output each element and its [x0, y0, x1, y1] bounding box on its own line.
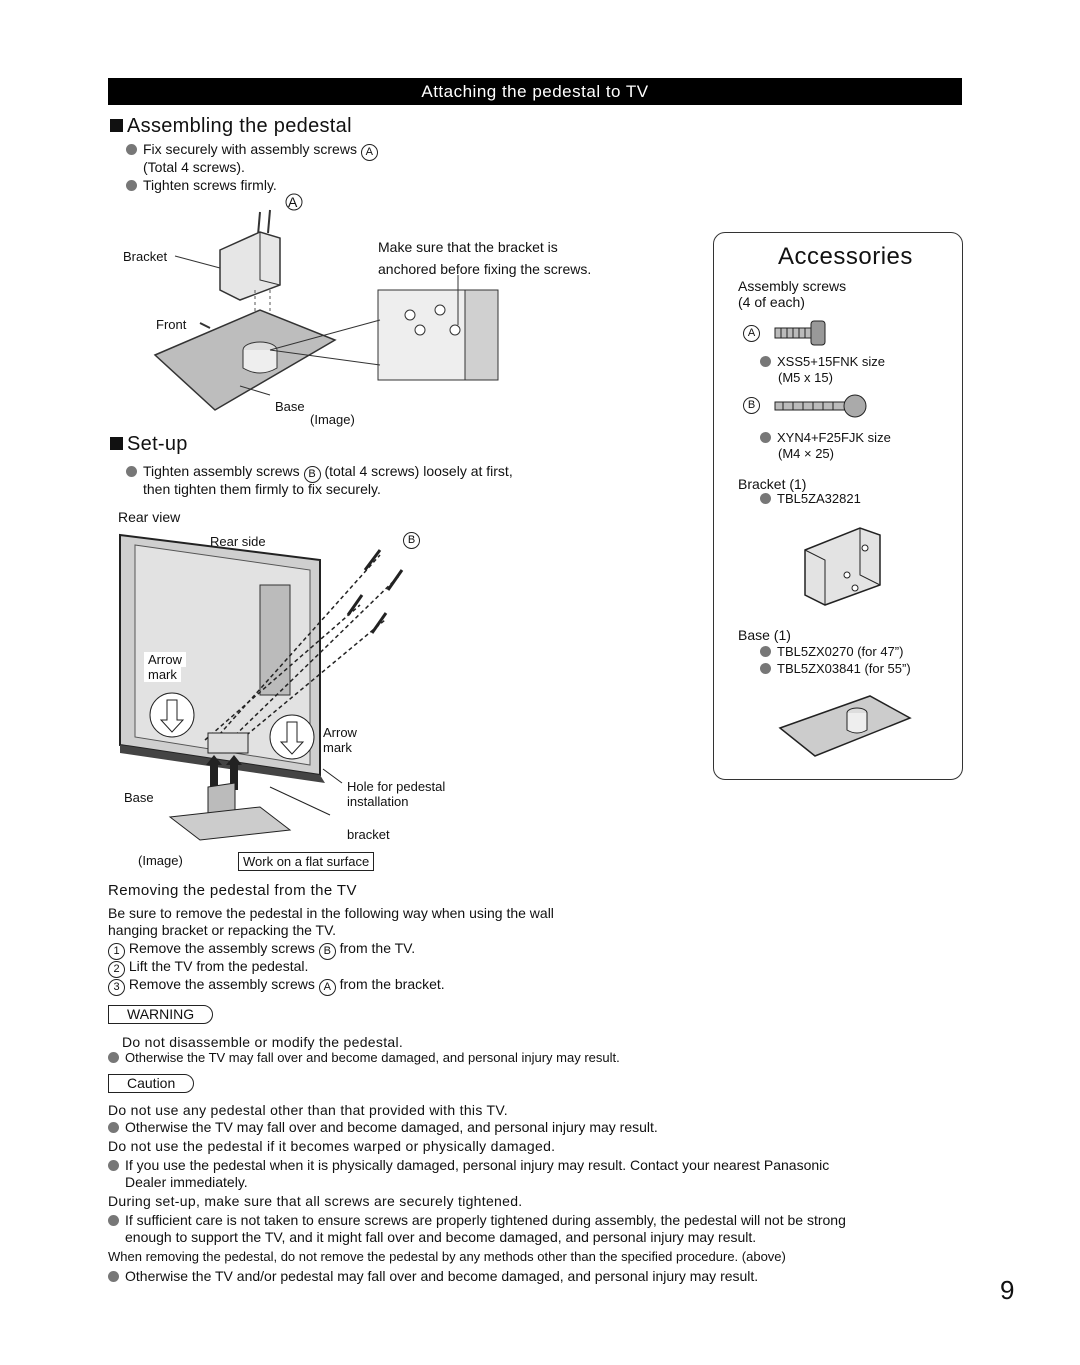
bracket-note-2: anchored before fixing the screws. [378, 261, 592, 277]
bullet-icon [108, 1122, 119, 1133]
bullet-icon [760, 663, 771, 674]
removing-step-2: 2 Lift the TV from the pedestal. [108, 957, 308, 978]
bracket-label: Bracket [123, 249, 168, 264]
warning-label: WARNING [108, 1005, 213, 1024]
arrow-mark-1-label-2: mark [144, 667, 181, 682]
assembling-bullet-1-cont: (Total 4 screws). [143, 159, 245, 175]
caution-bullet-3: If sufficient care is not taken to ensure screws are properly tightened during assembly, the pedestal will not be strong [108, 1211, 846, 1229]
bullet-icon [108, 1271, 119, 1282]
flat-surface-box: Work on a flat surface [238, 852, 374, 871]
bullet-icon [760, 356, 771, 367]
bracket-icon [795, 520, 890, 610]
accessories-title: Accessories [778, 243, 913, 270]
arrow-mark-1-label: Arrow [144, 652, 186, 667]
step-number: 3 [108, 979, 125, 996]
assembling-title: Assembling the pedestal [127, 115, 352, 137]
rear-side-label: Rear side [210, 534, 266, 549]
caution-heading-2: Do not use the pedestal if it becomes warped or physically damaged. [108, 1138, 556, 1154]
caution-bullet-2-cont: Dealer immediately. [125, 1174, 248, 1190]
assembling-heading [110, 114, 352, 138]
assembly-illustration [110, 190, 630, 435]
bracket-item: Bracket (1) [738, 476, 807, 492]
base-part-2: TBL5ZX03841 (for 55”) [760, 661, 911, 677]
front-label: Front [156, 317, 187, 332]
setup-heading [110, 432, 188, 456]
fig-a-label: A [288, 194, 298, 210]
bullet-icon [108, 1160, 119, 1171]
caution-heading-3: During set-up, make sure that all screws are securely tightened. [108, 1193, 523, 1209]
square-bullet-icon [110, 119, 123, 132]
screw-a-marker: A [743, 322, 760, 342]
caution-heading-4: When removing the pedestal, do not remove the pedestal by any methods other than the specified procedure. (above) [108, 1249, 786, 1264]
screw-b-marker: B [743, 394, 760, 414]
screw-a-mark: A [361, 144, 378, 161]
screws-label: Assembly screws [738, 278, 847, 294]
base-icon [775, 688, 915, 763]
caution-bullet-2: If you use the pedestal when it is physically damaged, personal injury may result. Contact your nearest Panasonic [108, 1156, 829, 1174]
arrow-mark-2-label: Arrow [323, 725, 357, 740]
square-bullet-icon [110, 437, 123, 450]
warning-bullet: Otherwise the TV may fall over and become damaged, and personal injury may result. [108, 1050, 620, 1066]
bullet-icon [126, 144, 137, 155]
screw-b-mark: B [304, 466, 321, 483]
assembling-bullet-2: Tighten screws firmly. [126, 176, 277, 194]
removing-para-1: Be sure to remove the pedestal in the following way when using the wall [108, 905, 554, 921]
caution-bullet-3-cont: enough to support the TV, and it might fall over and become damaged, and personal injury may result. [125, 1229, 757, 1245]
step-number: 1 [108, 943, 125, 960]
hole-label-2: installation [347, 794, 409, 809]
screw-b-dim: (M4 × 25) [778, 446, 834, 461]
setup-bullet-1-cont: then tighten them firmly to fix securely. [143, 481, 381, 497]
bullet-icon [760, 646, 771, 657]
base-part-1: TBL5ZX0270 (for 47”) [760, 644, 903, 660]
bracket-part: TBL5ZA32821 [760, 491, 861, 507]
bullet-icon [760, 432, 771, 443]
base-item: Base (1) [738, 627, 791, 643]
removing-step-1: 1 Remove the assembly screws B from the TV. [108, 939, 415, 960]
screw-b-size: XYN4+F25FJK size [760, 430, 891, 446]
caution-bullet-1: Otherwise the TV may fall over and become damaged, and personal injury may result. [108, 1118, 658, 1136]
caution-bullet-4: Otherwise the TV and/or pedestal may fall over and become damaged, and personal injury may result. [108, 1267, 758, 1285]
removing-heading: Removing the pedestal from the TV [108, 882, 357, 899]
setup-bullet-1: Tighten assembly screws B (total 4 screws) loosely at first, [126, 462, 513, 483]
bullet-icon [108, 1215, 119, 1226]
bullet-icon [760, 493, 771, 504]
base-label: Base [275, 399, 305, 414]
screw-a-size: XSS5+15FNK size [760, 354, 885, 370]
screw-a-dim: (M5 x 15) [778, 370, 833, 385]
setup-base-label: Base [124, 790, 154, 805]
fig-b-label: B [403, 530, 420, 549]
page-number: 9 [1000, 1275, 1015, 1305]
arrow-mark-2-label-2: mark [323, 740, 352, 755]
setup-bracket-label: bracket [347, 827, 390, 842]
setup-title: Set-up [127, 433, 188, 455]
removing-para-2: hanging bracket or repacking the TV. [108, 922, 337, 938]
hole-label-1: Hole for pedestal [347, 779, 446, 794]
bullet-icon [126, 466, 137, 477]
caution-label: Caution [108, 1074, 194, 1093]
assembling-bullet-1: Fix securely with assembly screws A [126, 140, 378, 161]
image-label: (Image) [310, 412, 355, 427]
screws-count: (4 of each) [738, 294, 805, 310]
setup-image-label: (Image) [138, 853, 183, 868]
screw-a-icon [773, 318, 833, 348]
section-banner: Attaching the pedestal to TV [108, 78, 962, 105]
caution-heading-1: Do not use any pedestal other than that provided with this TV. [108, 1102, 508, 1118]
screw-b-icon [773, 392, 873, 422]
rear-view-label: Rear view [118, 509, 181, 525]
warning-heading: Do not disassemble or modify the pedestal. [122, 1034, 404, 1050]
bullet-icon [108, 1052, 119, 1063]
removing-step-3: 3 Remove the assembly screws A from the bracket. [108, 975, 445, 996]
bracket-note-1: Make sure that the bracket is [378, 239, 558, 255]
step-number: 2 [108, 961, 125, 978]
